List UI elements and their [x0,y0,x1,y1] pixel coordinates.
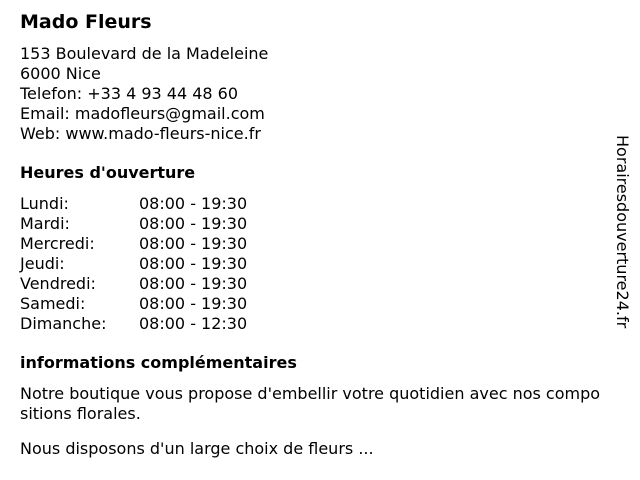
time-range: 08:00 - 19:30 [139,234,248,253]
day-label: Samedi: [20,294,86,313]
day-label: Mardi: [20,214,70,233]
business-name: Mado Fleurs [20,11,152,33]
hours-row-saturday [20,294,247,314]
time-range: 08:00 - 19:30 [139,214,248,233]
hours-row-sunday [20,314,247,334]
time-range: 08:00 - 19:30 [139,274,248,293]
time-range: 08:00 - 19:30 [139,294,248,313]
address-street: 153 Boulevard de la Madeleine [20,44,269,63]
info-heading: informations complémentaires [20,353,297,372]
info-paragraph: Notre boutique vous propose d'embellir votre quotidien avec nos compositions florales. [20,384,601,423]
address-city: 6000 Nice [20,64,101,83]
day-label: Dimanche: [20,314,107,333]
day-label: Lundi: [20,194,69,213]
hours-row-wednesday [20,234,247,254]
opening-hours-table [20,194,247,334]
day-label: Jeudi: [20,254,65,273]
day-label: Mercredi: [20,234,95,253]
info-paragraph-more: Nous disposons d'un large choix de fleurs ... [20,439,374,458]
time-range: 08:00 - 19:30 [139,194,248,213]
hours-row-thursday [20,254,247,274]
hours-row-friday [20,274,247,294]
phone-number: Telefon: +33 4 93 44 48 60 [20,84,239,103]
hours-heading: Heures d'ouverture [20,163,196,182]
time-range: 08:00 - 19:30 [139,254,248,273]
website: Web: www.mado-fleurs-nice.fr [20,124,261,143]
hours-row-monday [20,194,247,214]
day-label: Vendredi: [20,274,96,293]
contact-block [20,44,268,144]
site-watermark: Horairesdouverture24.fr [613,135,632,329]
email-address: Email: madofleurs@gmail.com [20,104,265,123]
time-range: 08:00 - 12:30 [139,314,248,333]
hours-row-tuesday [20,214,247,234]
